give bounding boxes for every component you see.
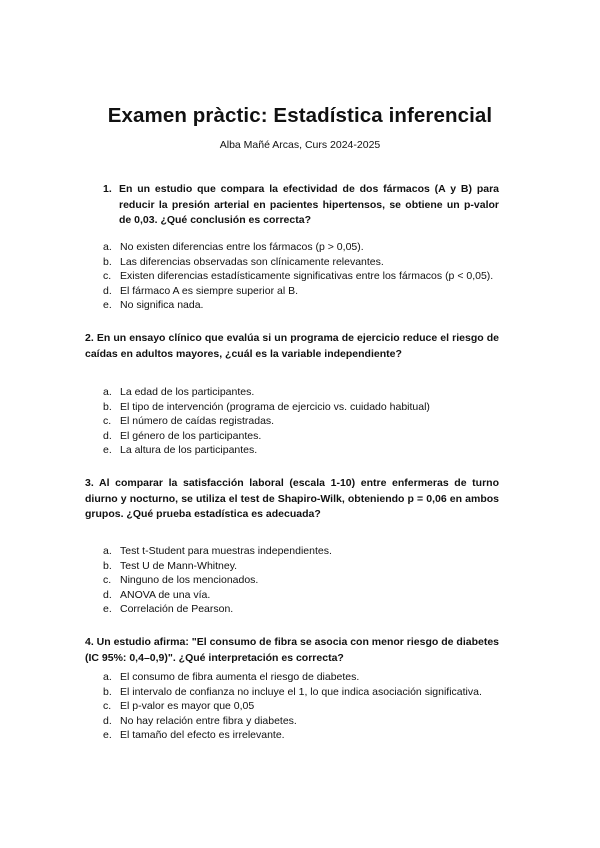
option-letter: c. (103, 415, 112, 428)
option-text: ANOVA de una vía. (120, 588, 211, 601)
option-letter: c. (103, 574, 112, 587)
option-text: El fármaco A es siempre superior al B. (120, 284, 298, 297)
option-item (100, 602, 332, 617)
option-letter: e. (103, 729, 112, 742)
option-text: El p-valor es mayor que 0,05 (120, 700, 255, 713)
option-letter: b. (103, 559, 112, 572)
option-item (100, 269, 493, 284)
option-letter: b. (103, 400, 112, 413)
option-text: El consumo de fibra aumenta el riesgo de diabetes. (120, 671, 360, 683)
option-letter: d. (103, 284, 112, 297)
option-item (100, 685, 482, 700)
option-item (100, 699, 482, 714)
option-item (100, 588, 332, 603)
question-3-options (100, 544, 332, 617)
option-text: No existen diferencias entre los fármacos (p > 0,05). (120, 241, 364, 253)
option-letter: d. (103, 714, 112, 727)
option-letter: a. (103, 671, 112, 683)
option-item (100, 443, 430, 458)
question-1-options (100, 240, 493, 313)
option-letter: a. (103, 241, 112, 253)
option-text: Las diferencias observadas son clínicamente relevantes. (120, 255, 384, 268)
option-letter: b. (103, 255, 112, 268)
option-item (100, 670, 482, 685)
option-text: Ninguno de los mencionados. (120, 574, 259, 587)
page-title: Examen pràctic: Estadística inferencial (107, 104, 493, 127)
option-letter: a. (103, 545, 112, 557)
question-1-number: 1. (103, 183, 112, 195)
question-2-options (100, 385, 430, 458)
option-item (100, 728, 482, 743)
option-letter: e. (103, 444, 112, 457)
option-letter: e. (103, 603, 112, 616)
option-item (100, 414, 430, 429)
option-item (100, 429, 430, 444)
option-letter: d. (103, 429, 112, 442)
option-letter: e. (103, 299, 112, 312)
option-item (100, 714, 482, 729)
option-item (100, 385, 430, 400)
option-text: La altura de los participantes. (120, 444, 258, 457)
option-text: El tamaño del efecto es irrelevante. (120, 729, 285, 742)
option-text: No hay relación entre fibra y diabetes. (120, 714, 297, 727)
option-text: Test t-Student para muestras independientes. (120, 545, 332, 557)
question-2-text: 2. En un ensayo clínico que evalúa si un programa de ejercicio reduce el riesgo de caídas en adultos mayores, ¿cuál es la variable independiente? (85, 332, 499, 360)
option-text: El tipo de intervención (programa de ejercicio vs. cuidado habitual) (120, 400, 430, 413)
option-text: El número de caídas registradas. (120, 415, 275, 428)
option-item (100, 400, 430, 415)
question-3-text: 3. Al comparar la satisfacción laboral (escala 1-10) entre enfermeras de turno diurno y nocturno, se utiliza el test de Shapiro-Wilk, obteniendo p = 0,06 en ambos grupos. ¿Qué prueba estadística es adecuada? (85, 477, 499, 521)
option-item (100, 240, 493, 255)
option-text: Correlación de Pearson. (120, 603, 234, 616)
option-item (100, 544, 332, 559)
question-4-text: 4. Un estudio afirma: "El consumo de fibra se asocia con menor riesgo de diabetes (IC 95%: 0,4–0,9)". ¿Qué interpretación es correcta? (85, 636, 500, 664)
option-item (100, 255, 493, 270)
option-item (100, 284, 493, 299)
option-text: Test U de Mann-Whitney. (120, 559, 238, 572)
question-1-text: En un estudio que compara la efectividad de dos fármacos (A y B) para reducir la presión arterial en pacientes hipertensos, se obtiene un p-valor de 0,03. ¿Qué conclusión es correcta? (119, 183, 499, 227)
option-text: El género de los participantes. (120, 429, 262, 442)
option-text: El intervalo de confianza no incluye el 1, lo que indica asociación significativa. (120, 685, 482, 698)
question-4-options (100, 670, 482, 743)
option-item (100, 298, 493, 313)
option-letter: b. (103, 685, 112, 698)
option-letter: c. (103, 270, 112, 283)
option-letter: d. (103, 588, 112, 601)
option-letter: c. (103, 700, 112, 713)
option-text: Existen diferencias estadísticamente significativas entre los fármacos (p < 0,05). (120, 270, 494, 283)
option-text: No significa nada. (120, 299, 204, 312)
option-text: La edad de los participantes. (120, 386, 255, 398)
option-letter: a. (103, 386, 112, 398)
option-item (100, 559, 332, 574)
author-line: Alba Mañé Arcas, Curs 2024-2025 (219, 139, 381, 151)
option-item (100, 573, 332, 588)
